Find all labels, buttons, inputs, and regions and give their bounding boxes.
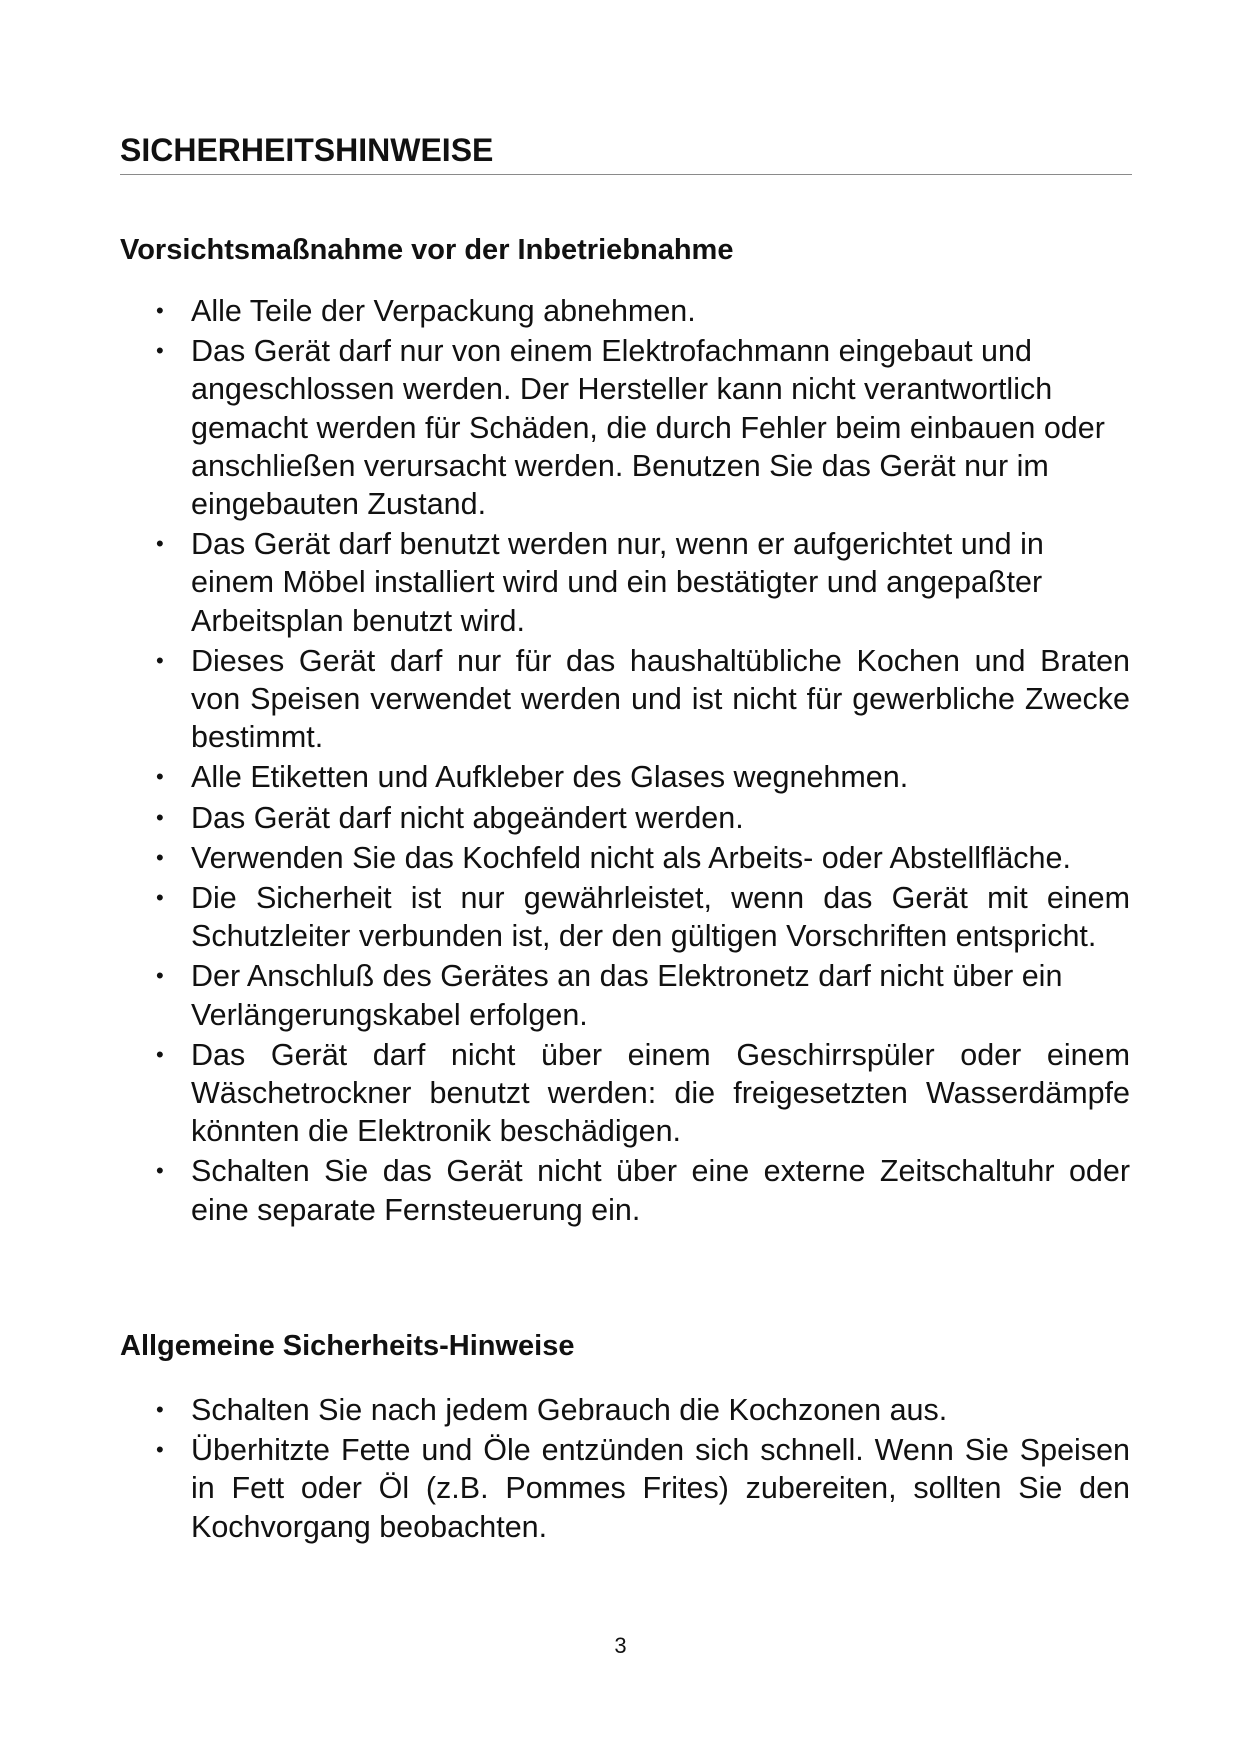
list-item bbox=[150, 1431, 1130, 1546]
bullet-icon: • bbox=[156, 338, 164, 364]
general-safety-list bbox=[150, 1391, 1130, 1548]
bullet-icon: • bbox=[156, 804, 164, 830]
bullet-icon: • bbox=[156, 298, 164, 323]
list-item bbox=[150, 758, 1130, 796]
list-item bbox=[150, 642, 1130, 757]
list-item bbox=[150, 839, 1130, 877]
bullet-icon: • bbox=[156, 844, 164, 870]
list-item-text: Schalten Sie nach jedem Gebrauch die Kochzonen aus. bbox=[191, 1393, 948, 1427]
list-item-text: Das Gerät darf nicht über einem Geschirrspüler oder einem Wäschetrockner benutzt werden: die freigesetzten Wasserdämpfe könnten die Elektronik beschädigen. bbox=[191, 1037, 1130, 1149]
list-item-text: Das Gerät darf nicht abgeändert werden. bbox=[191, 800, 744, 835]
bullet-icon: • bbox=[156, 764, 164, 790]
list-item bbox=[150, 292, 1130, 330]
bullet-icon: • bbox=[156, 647, 164, 673]
precautions-list bbox=[150, 292, 1130, 1231]
list-item bbox=[150, 332, 1130, 523]
bullet-icon: • bbox=[156, 1158, 164, 1184]
bullet-icon: • bbox=[156, 1437, 164, 1463]
list-item-text: Schalten Sie das Gerät nicht über eine externe Zeitschaltuhr oder eine separate Fernsteuerung ein. bbox=[191, 1154, 1130, 1227]
list-item bbox=[150, 879, 1130, 955]
bullet-icon: • bbox=[156, 1041, 164, 1067]
list-item bbox=[150, 525, 1130, 640]
list-item-text: Alle Etiketten und Aufkleber des Glases wegnehmen. bbox=[191, 760, 909, 795]
list-item-text: Der Anschluß des Gerätes an das Elektronetz darf nicht über ein Verlängerungskabel erfolgen. bbox=[191, 959, 1063, 1032]
list-item bbox=[150, 1391, 1130, 1429]
list-item bbox=[150, 957, 1130, 1033]
list-item-text: Dieses Gerät darf nur für das haushaltübliche Kochen und Braten von Speisen verwendet werden und ist nicht für gewerbliche Zwecke bestimmt. bbox=[191, 643, 1130, 755]
section-heading-general-safety: Allgemeine Sicherheits-Hinweise bbox=[120, 1330, 575, 1362]
list-item bbox=[150, 1152, 1130, 1228]
list-item-text: Überhitzte Fette und Öle entzünden sich schnell. Wenn Sie Speisen in Fett oder Öl (z.B. Pommes Frites) zubereiten, sollten Sie den Kochvorgang beobachten. bbox=[191, 1433, 1130, 1544]
list-item-text: Das Gerät darf nur von einem Elektrofachmann eingebaut und angeschlossen werden. Der Hersteller kann nicht verantwortlich gemacht werden für Schäden, die durch Fehler beim einbauen oder anschließen verursacht werden. Benutzen Sie das Gerät nur im eingebauten Zustand. bbox=[191, 334, 1105, 522]
page-title: SICHERHEITSHINWEISE bbox=[120, 130, 1132, 175]
list-item bbox=[150, 1036, 1130, 1151]
section-heading-precautions: Vorsichtsmaßnahme vor der Inbetriebnahme bbox=[120, 234, 734, 266]
bullet-icon: • bbox=[156, 885, 164, 911]
bullet-icon: • bbox=[156, 531, 164, 557]
list-item-text: Alle Teile der Verpackung abnehmen. bbox=[191, 294, 696, 328]
list-item-text: Das Gerät darf benutzt werden nur, wenn er aufgerichtet und in einem Möbel installiert wird und ein bestätigter und angepaßter Arbeitsplan benutzt wird. bbox=[191, 527, 1044, 638]
bullet-icon: • bbox=[156, 1397, 164, 1422]
bullet-icon: • bbox=[156, 963, 164, 989]
list-item-text: Verwenden Sie das Kochfeld nicht als Arbeits- oder Abstellfläche. bbox=[191, 840, 1071, 875]
page-number: 3 bbox=[614, 1633, 627, 1658]
list-item-text: Die Sicherheit ist nur gewährleistet, wenn das Gerät mit einem Schutzleiter verbunden ist, der den gültigen Vorschriften entspricht. bbox=[191, 881, 1130, 954]
list-item bbox=[150, 799, 1130, 837]
